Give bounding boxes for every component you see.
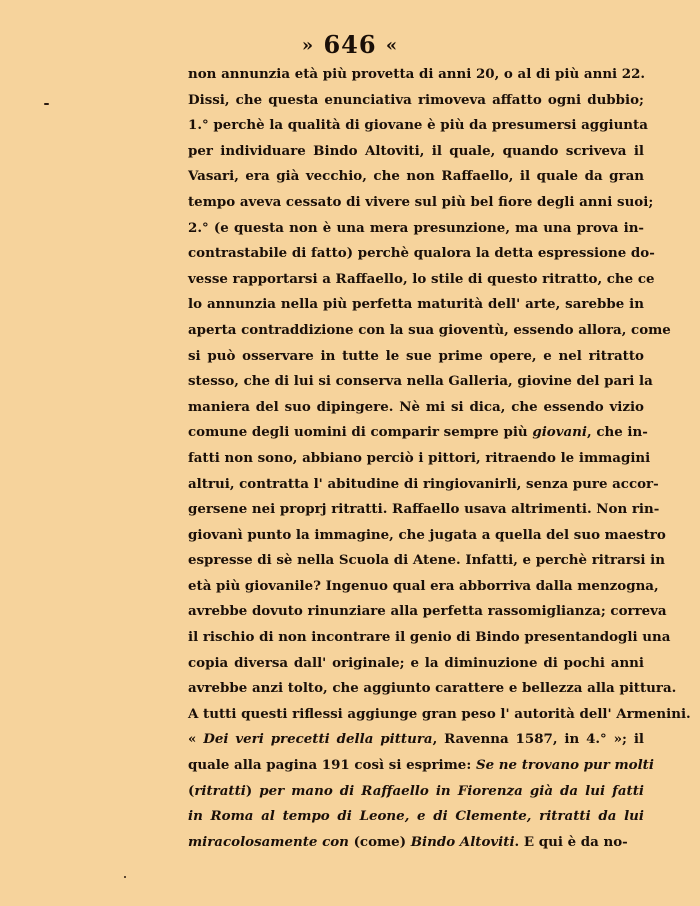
text-line <box>188 599 667 625</box>
text-run: 2.° (e questa non è una mera presunzione, ma una prova in- <box>188 219 644 236</box>
text-run: giovanì punto la immagine, che jugata a quella del suo maestro <box>188 526 666 543</box>
text-run: vesse rapportarsi a Raffaello, lo stile di questo ritratto, che ce <box>188 270 655 287</box>
text-run: Vasari, era già vecchio, che non Raffaello, il quale da gran <box>188 168 644 185</box>
text-run: (come) <box>348 833 411 850</box>
text-line <box>188 216 644 242</box>
text-line <box>188 369 653 395</box>
text-run: , Ravenna 1587, in 4.° »; il <box>432 731 645 748</box>
text-line <box>188 62 644 88</box>
text-line <box>188 318 671 344</box>
text-line <box>188 190 654 216</box>
text-run: ) <box>245 782 260 799</box>
text-line <box>188 267 655 293</box>
text-run: A tutti questi riflessi aggiunge gran peso l' autorità dell' Armenini. <box>188 705 691 722</box>
text-line <box>188 113 648 139</box>
text-line <box>188 804 644 830</box>
text-line <box>188 446 651 472</box>
text-run: . E qui è da no- <box>514 833 628 850</box>
header-ornament-right: « <box>385 35 399 56</box>
text-run: altrui, contratta l' abitudine di ringiovanirli, senza pure accor- <box>188 475 659 492</box>
text-line <box>188 344 644 370</box>
text-line <box>188 676 677 702</box>
text-line <box>188 727 644 753</box>
scan-speck <box>124 876 126 878</box>
text-run: il rischio di non incontrare il genio di Bindo presentandogli una <box>188 629 671 646</box>
text-run: età più giovanile? Ingenuo qual era abborriva dalla menzogna, <box>188 577 659 594</box>
text-line <box>188 830 644 856</box>
text-line <box>188 88 644 114</box>
text-run: , che in- <box>587 424 648 441</box>
text-run: per individuare Bindo Altoviti, il quale, quando scriveva il <box>188 142 644 159</box>
text-run: tempo aveva cessato di vivere sul più bel fiore degli anni suoi; <box>188 193 654 210</box>
text-line <box>188 702 691 728</box>
text-run: si può osservare in tutte le sue prime opere, e nel ritratto <box>188 347 644 364</box>
italic-text-run: per mano di Raffaello in Fiorenza già da lui fatti <box>259 782 644 799</box>
text-line <box>188 497 660 523</box>
text-run: gersene nei proprj ritratti. Raffaello usava altrimenti. Non rin- <box>188 501 660 518</box>
text-line <box>188 523 666 549</box>
header-ornament-left: » <box>301 35 315 56</box>
text-line <box>188 164 644 190</box>
text-line <box>188 625 671 651</box>
text-line <box>188 395 644 421</box>
page-number: 646 <box>323 30 377 59</box>
italic-text-run: ritratti <box>194 782 246 799</box>
italic-text-run: giovani <box>532 424 588 441</box>
body-text <box>188 62 691 855</box>
text-run: aperta contraddizione con la sua gioventù, essendo allora, come <box>188 321 671 338</box>
italic-text-run: miracolosamente con <box>188 833 349 850</box>
italic-text-run: in Roma al tempo di Leone, e di Clemente, ritratti da lui <box>188 808 644 825</box>
text-run: ( <box>188 782 195 799</box>
italic-text-run: Bindo Altoviti <box>410 833 515 850</box>
text-run: contrastabile di fatto) perchè qualora la detta espressione do- <box>188 245 655 262</box>
text-run: stesso, che di lui si conserva nella Galleria, giovine del pari la <box>188 373 653 390</box>
text-run: copia diversa dall' originale; e la diminuzione di pochi anni <box>188 654 644 671</box>
text-run: Dissi, che questa enunciativa rimoveva affatto ogni dubbio; <box>188 91 644 108</box>
text-line <box>188 574 659 600</box>
italic-text-run: Dei veri precetti della pittura <box>203 731 433 748</box>
text-run: non annunzia età più provetta di anni 20, o al di più anni 22. <box>188 66 646 82</box>
text-run: fatti non sono, abbiano perciò i pittori, ritraendo le immagini <box>188 449 651 466</box>
scan-speck <box>44 103 49 105</box>
text-line <box>188 472 659 498</box>
text-line <box>188 651 644 677</box>
text-line <box>188 779 644 805</box>
text-run: comune degli uomini di comparir sempre più <box>188 424 533 441</box>
text-run: « <box>188 731 204 748</box>
text-run: avrebbe anzi tolto, che aggiunto carattere e bellezza alla pittura. <box>188 680 677 697</box>
text-run: quale alla pagina 191 così si esprime: <box>188 757 476 774</box>
text-line <box>188 753 654 779</box>
text-line <box>188 139 644 165</box>
text-line <box>188 241 655 267</box>
text-line <box>188 420 648 446</box>
text-run: maniera del suo dipingere. Nè mi si dica, che essendo vizio <box>188 398 644 415</box>
text-run: 1.° perchè la qualità di giovane è più da presumersi aggiunta <box>188 117 648 134</box>
text-line <box>188 292 644 318</box>
page-header <box>0 30 700 59</box>
italic-text-run: Se ne trovano pur molti <box>475 757 654 774</box>
text-run: espresse di sè nella Scuola di Atene. Infatti, e perchè ritrarsi in <box>188 552 665 569</box>
text-line <box>188 548 665 574</box>
text-run: avrebbe dovuto rinunziare alla perfetta rassomiglianza; correva <box>188 603 667 620</box>
text-run: lo annunzia nella più perfetta maturità dell' arte, sarebbe in <box>188 296 644 313</box>
